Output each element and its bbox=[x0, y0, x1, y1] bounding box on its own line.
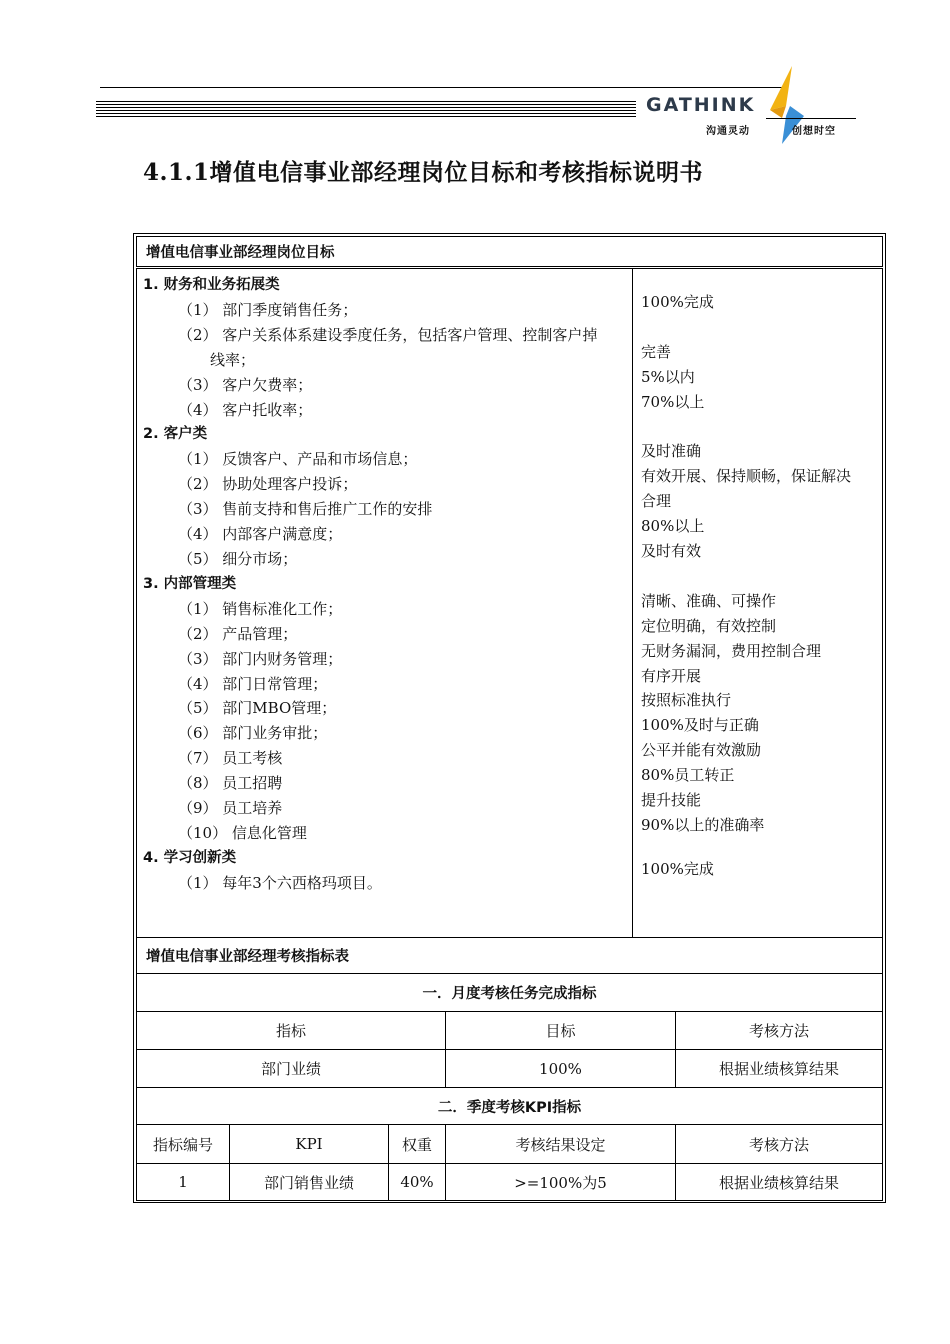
list-item: （6） 部门业务审批； bbox=[178, 724, 328, 743]
list-item: （5） 细分市场； bbox=[178, 549, 298, 568]
target-value: 无财务漏洞，费用控制合理 bbox=[641, 641, 822, 660]
target-value: 及时有效 bbox=[641, 542, 702, 561]
target-value: 定位明确，有效控制 bbox=[641, 616, 777, 635]
monthly-cell: 100% bbox=[445, 1049, 676, 1088]
list-item: （4） 内部客户满意度； bbox=[178, 525, 343, 544]
target-spacer bbox=[641, 564, 877, 589]
list-item: （1） 反馈客户、产品和市场信息； bbox=[178, 450, 418, 469]
monthly-cell: 部门业绩 bbox=[136, 1049, 446, 1088]
target-value: 80%员工转正 bbox=[641, 766, 735, 785]
list-item: （8） 员工招聘 bbox=[178, 774, 283, 793]
gathink-logo bbox=[646, 66, 862, 146]
monthly-header-indicator: 指标 bbox=[136, 1011, 446, 1050]
section-title: 4. 学习创新类 bbox=[143, 849, 237, 866]
target-value: 100%完成 bbox=[641, 293, 714, 311]
quarterly-cell: 1 bbox=[136, 1163, 230, 1201]
target-spacer bbox=[641, 838, 877, 857]
monthly-cell: 根据业绩核算结果 bbox=[675, 1049, 883, 1088]
section-title: 2. 客户类 bbox=[143, 426, 208, 443]
page-title: 4.1.1增值电信事业部经理岗位目标和考核指标说明书 bbox=[143, 159, 704, 186]
target-value: 100%及时与正确 bbox=[641, 716, 759, 735]
quarterly-cell: >=100%为5 bbox=[445, 1163, 676, 1201]
list-item: （3） 部门内财务管理； bbox=[178, 649, 343, 668]
goals-targets bbox=[641, 290, 877, 882]
list-item: （7） 员工考核 bbox=[178, 749, 283, 768]
target-spacer bbox=[641, 415, 877, 440]
target-spacer bbox=[641, 315, 877, 340]
target-value: 5%以内 bbox=[641, 367, 695, 386]
quarterly-header: 权重 bbox=[388, 1124, 446, 1164]
monthly-header-target: 目标 bbox=[445, 1011, 676, 1050]
section-title: 1. 财务和业务拓展类 bbox=[143, 277, 280, 293]
target-value: 公平并能有效激励 bbox=[641, 741, 762, 760]
target-value: 合理 bbox=[641, 492, 672, 511]
target-value: 清晰、准确、可操作 bbox=[641, 591, 777, 610]
quarterly-header: 考核方法 bbox=[675, 1124, 883, 1164]
logo-slogan-right: 创想时空 bbox=[792, 126, 836, 137]
list-item: （1） 每年3个六西格玛项目。 bbox=[178, 873, 382, 892]
target-value: 100%完成 bbox=[641, 859, 714, 878]
logo-rule bbox=[766, 118, 856, 119]
section-title: 3. 内部管理类 bbox=[143, 575, 237, 592]
list-item: （1） 销售标准化工作； bbox=[178, 599, 343, 618]
list-item: （4） 部门日常管理； bbox=[178, 674, 328, 693]
target-value: 提升技能 bbox=[641, 791, 702, 810]
target-value: 70%以上 bbox=[641, 392, 705, 411]
logo-wordmark: GATHINK bbox=[646, 94, 756, 116]
goals-heading: 增值电信事业部经理岗位目标 bbox=[136, 236, 883, 267]
list-item: （2） 客户关系体系建设季度任务，包括客户管理、控制客户掉 bbox=[178, 325, 598, 344]
list-item: （5） 部门MBO管理； bbox=[178, 699, 337, 718]
list-item: （10） 信息化管理 bbox=[178, 823, 307, 842]
goals-items bbox=[143, 273, 628, 896]
quarterly-header: 考核结果设定 bbox=[445, 1124, 676, 1164]
list-item: （9） 员工培养 bbox=[178, 799, 283, 818]
list-item: （3） 售前支持和售后推广工作的安排 bbox=[178, 500, 433, 519]
target-value: 有序开展 bbox=[641, 666, 702, 685]
list-item: 线率； bbox=[210, 350, 256, 369]
monthly-title: 一．月度考核任务完成指标 bbox=[136, 973, 883, 1012]
header-stripes bbox=[96, 101, 636, 118]
target-value: 90%以上的准确率 bbox=[641, 815, 765, 834]
quarterly-cell: 40% bbox=[388, 1163, 446, 1201]
list-item: （2） 协助处理客户投诉； bbox=[178, 475, 358, 494]
target-value: 按照标准执行 bbox=[641, 691, 732, 710]
list-item: （4） 客户托收率； bbox=[178, 400, 313, 419]
target-value: 完善 bbox=[641, 342, 672, 361]
target-value: 80%以上 bbox=[641, 517, 705, 536]
monthly-header-method: 考核方法 bbox=[675, 1011, 883, 1050]
list-item: （3） 客户欠费率； bbox=[178, 375, 313, 394]
quarterly-header: KPI bbox=[229, 1124, 389, 1164]
quarterly-cell: 部门销售业绩 bbox=[229, 1163, 389, 1201]
quarterly-title: 二．季度考核KPI指标 bbox=[136, 1087, 883, 1125]
target-value: 有效开展、保持顺畅，保证解决 bbox=[641, 467, 852, 486]
list-item: （2） 产品管理； bbox=[178, 624, 298, 643]
quarterly-header: 指标编号 bbox=[136, 1124, 230, 1164]
quarterly-cell: 根据业绩核算结果 bbox=[675, 1163, 883, 1201]
logo-slogan-left: 沟通灵动 bbox=[706, 126, 750, 137]
kpi-heading: 增值电信事业部经理考核指标表 bbox=[136, 937, 883, 974]
list-item: （1） 部门季度销售任务； bbox=[178, 300, 358, 319]
target-value: 及时准确 bbox=[641, 442, 702, 461]
